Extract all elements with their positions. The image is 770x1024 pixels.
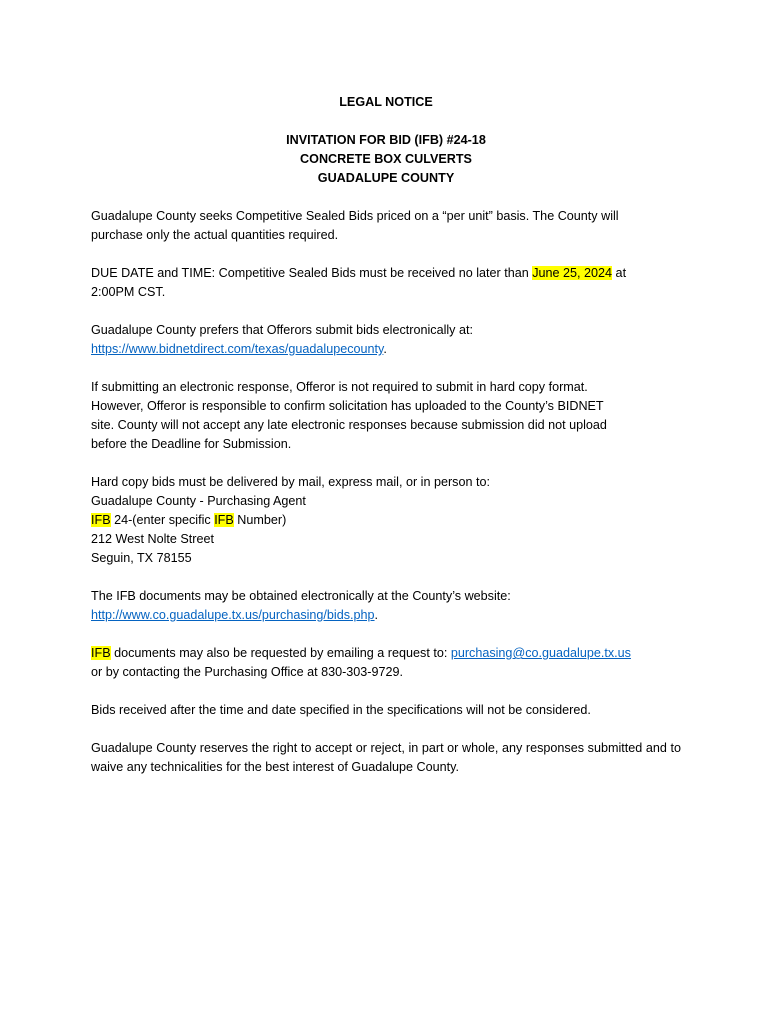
bidnet-link[interactable]: https://www.bidnetdirect.com/texas/guadalupecounty	[91, 342, 384, 356]
purchasing-email-link[interactable]: purchasing@co.guadalupe.tx.us	[450, 646, 631, 660]
ifb-heading	[91, 131, 681, 188]
due-time: 2:00PM CST.	[91, 285, 166, 299]
documents-link-line	[91, 606, 681, 625]
email-request-paragraph	[91, 644, 681, 682]
ifb-end-text: Number)	[233, 513, 287, 527]
due-date-prefix: DUE DATE and TIME: Competitive Sealed Bids must be received no later than	[91, 266, 533, 280]
late-bids-paragraph: Bids received after the time and date specified in the specifications will not be considered.	[91, 703, 591, 717]
documents-link-period: .	[374, 608, 379, 622]
intro-line-2: purchase only the actual quantities required.	[91, 228, 339, 242]
hardcopy-note-line-4: before the Deadline for Submission.	[91, 437, 292, 451]
electronic-submission-paragraph	[91, 321, 681, 359]
due-date-line-1	[91, 264, 681, 283]
ifb-highlight: IFB	[91, 646, 111, 660]
address-agent: Guadalupe County - Purchasing Agent	[91, 494, 306, 508]
due-date-highlight: June 25, 2024	[532, 266, 613, 280]
legal-notice-document	[91, 93, 681, 796]
address-street: 212 West Nolte Street	[91, 532, 214, 546]
hardcopy-note-line-2: However, Offeror is responsible to confirm solicitation has uploaded to the County’s BIDNET	[91, 399, 604, 413]
electronic-link-line	[91, 340, 681, 359]
hardcopy-note-paragraph	[91, 378, 681, 454]
hardcopy-note-line-3: site. County will not accept any late electronic responses because submission did not upload	[91, 418, 607, 432]
intro-paragraph	[91, 207, 681, 245]
hardcopy-note-line-1: If submitting an electronic response, Offeror is not required to submit in hard copy format.	[91, 380, 588, 394]
ifb-heading-project: CONCRETE BOX CULVERTS	[300, 152, 472, 166]
reserves-paragraph: Guadalupe County reserves the right to accept or reject, in part or whole, any responses submitted and to waive any technicalities for the best interest of Guadalupe County.	[91, 741, 681, 774]
address-city: Seguin, TX 78155	[91, 551, 192, 565]
address-intro: Hard copy bids must be delivered by mail, express mail, or in person to:	[91, 475, 490, 489]
due-date-paragraph	[91, 264, 681, 302]
documents-paragraph	[91, 587, 681, 625]
mailing-address-block	[91, 473, 681, 568]
address-ifb-line	[91, 511, 681, 530]
ifb-heading-county: GUADALUPE COUNTY	[317, 171, 455, 185]
notice-title: LEGAL NOTICE	[339, 95, 433, 109]
email-request-text: documents may also be requested by emailing a request to:	[110, 646, 451, 660]
due-date-suffix: at	[612, 266, 627, 280]
electronic-intro: Guadalupe County prefers that Offerors submit bids electronically at:	[91, 323, 473, 337]
ifb-highlight: IFB	[91, 513, 111, 527]
ifb-highlight: IFB	[214, 513, 234, 527]
documents-intro: The IFB documents may be obtained electronically at the County’s website:	[91, 589, 511, 603]
phone-contact-line: or by contacting the Purchasing Office at 830-303-9729.	[91, 665, 404, 679]
electronic-link-period: .	[383, 342, 387, 356]
email-request-line-1	[91, 644, 681, 663]
county-bids-link[interactable]: http://www.co.guadalupe.tx.us/purchasing/bids.php	[91, 608, 375, 622]
ifb-heading-number: INVITATION FOR BID (IFB) #24-18	[286, 133, 486, 147]
intro-line-1: Guadalupe County seeks Competitive Sealed Bids priced on a “per unit” basis. The County will	[91, 209, 619, 223]
ifb-mid-text: 24-(enter specific	[110, 513, 215, 527]
